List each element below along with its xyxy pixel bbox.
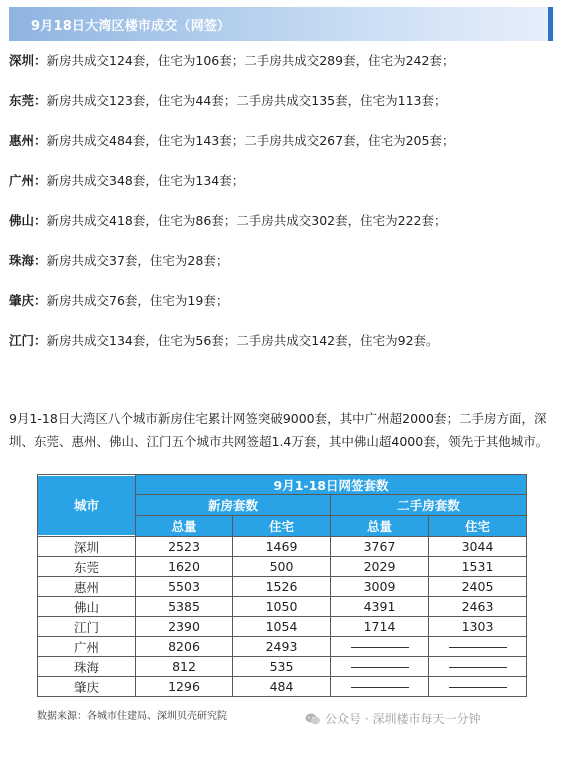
table-cell-city: 广州 [38,637,136,657]
city-name: 江门： [9,333,47,348]
city-name: 肇庆： [9,293,47,308]
table-row [38,617,527,637]
table-cell-new-res: 1526 [233,577,331,597]
table-cell-new-res: 484 [233,677,331,697]
table-cell-city: 肇庆 [38,677,136,697]
table-cell-city: 珠海 [38,657,136,677]
data-source-note: 数据来源：各城市住建局、深圳贝壳研究院 [37,711,227,722]
table-cell-city: 深圳 [38,537,136,557]
table-cell-city: 惠州 [38,577,136,597]
table-sub-total: 总量 [331,516,429,537]
signing-table [37,474,526,697]
summary-paragraph: 9月1-18日大湾区八个城市新房住宅累计网签突破9000套，其中广州超2000套；二手房方面，深圳、东莞、惠州、佛山、江门五个城市共网签超1.4万套，其中佛山超4000套，领先于其他城市。 [9,411,549,449]
table-cell-sec-total: 3767 [331,537,429,557]
table-row [38,557,527,577]
empty-dash-cell [429,637,527,657]
table-cell-sec-total: 2029 [331,557,429,577]
empty-dash-cell [331,637,429,657]
table-cell-sec-res: 1531 [429,557,527,577]
dash-line [351,667,409,668]
dash-line [449,667,507,668]
city-text: 新房共成交37套，住宅为28套； [46,253,229,268]
table-cell-new-res: 2493 [233,637,331,657]
table-cell-new-total: 5503 [136,577,233,597]
empty-dash-cell [331,677,429,697]
table-cell-city: 佛山 [38,597,136,617]
dash-line [449,647,507,648]
banner-title: 9月18日大湾区楼市成交（网签） [31,19,231,34]
table-city-header: 城市 [38,475,136,537]
table-cell-new-res: 500 [233,557,331,577]
table-cell-new-total: 2390 [136,617,233,637]
city-text: 新房共成交348套，住宅为134套； [46,173,245,188]
table-cell-sec-res: 2405 [429,577,527,597]
watermark [305,710,480,727]
city-line [9,52,569,92]
city-text: 新房共成交123套，住宅为44套；二手房共成交135套，住宅为113套； [46,93,447,108]
table-sub-total: 总量 [136,516,233,537]
table-title: 9月1-18日网签套数 [136,475,527,495]
table-cell-new-total: 8206 [136,637,233,657]
table-cell-new-total: 1620 [136,557,233,577]
table-group-second: 二手房套数 [331,495,527,516]
table-cell-new-res: 1050 [233,597,331,617]
empty-dash-cell [331,657,429,677]
city-text: 新房共成交134套，住宅为56套；二手房共成交142套，住宅为92套。 [46,333,439,348]
city-line [9,332,569,372]
table-sub-residential: 住宅 [429,516,527,537]
section-banner [9,7,553,41]
table-row [38,577,527,597]
city-text: 新房共成交124套，住宅为106套；二手房共成交289套，住宅为242套； [46,53,455,68]
table-cell-new-total: 1296 [136,677,233,697]
table-cell-new-res: 1469 [233,537,331,557]
dash-line [351,687,409,688]
table-cell-new-res: 1054 [233,617,331,637]
table-cell-new-total: 5385 [136,597,233,617]
table-row [38,597,527,617]
table-row [38,537,527,557]
wechat-icon [305,713,321,725]
table-sub-residential: 住宅 [233,516,331,537]
table-group-new: 新房套数 [136,495,331,516]
city-text: 新房共成交484套，住宅为143套；二手房共成交267套，住宅为205套； [46,133,455,148]
table-cell-sec-total: 1714 [331,617,429,637]
table-row [38,637,527,657]
table-cell-sec-res: 3044 [429,537,527,557]
city-line [9,92,569,132]
city-line [9,292,569,332]
table-cell-new-res: 535 [233,657,331,677]
city-line [9,172,569,212]
table-cell-sec-res: 1303 [429,617,527,637]
empty-dash-cell [429,677,527,697]
city-line [9,252,569,292]
table-cell-sec-res: 2463 [429,597,527,617]
table-cell-sec-total: 3009 [331,577,429,597]
table-cell-city: 东莞 [38,557,136,577]
city-text: 新房共成交418套，住宅为86套；二手房共成交302套，住宅为222套； [46,213,447,228]
city-name: 广州： [9,173,47,188]
city-name: 东莞： [9,93,47,108]
city-name: 惠州： [9,133,47,148]
city-name: 深圳： [9,53,47,68]
city-line [9,132,569,172]
table-cell-new-total: 2523 [136,537,233,557]
table-row [38,657,527,677]
table-cell-city: 江门 [38,617,136,637]
empty-dash-cell [429,657,527,677]
city-line [9,212,569,252]
city-name: 佛山： [9,213,47,228]
dash-line [449,687,507,688]
table-row [38,677,527,697]
city-name: 珠海： [9,253,47,268]
dash-line [351,647,409,648]
city-transaction-list [9,52,569,372]
city-text: 新房共成交76套，住宅为19套； [46,293,229,308]
table-cell-new-total: 812 [136,657,233,677]
watermark-text: 公众号 · 深圳楼市每天一分钟 [325,712,481,726]
table-cell-sec-total: 4391 [331,597,429,617]
